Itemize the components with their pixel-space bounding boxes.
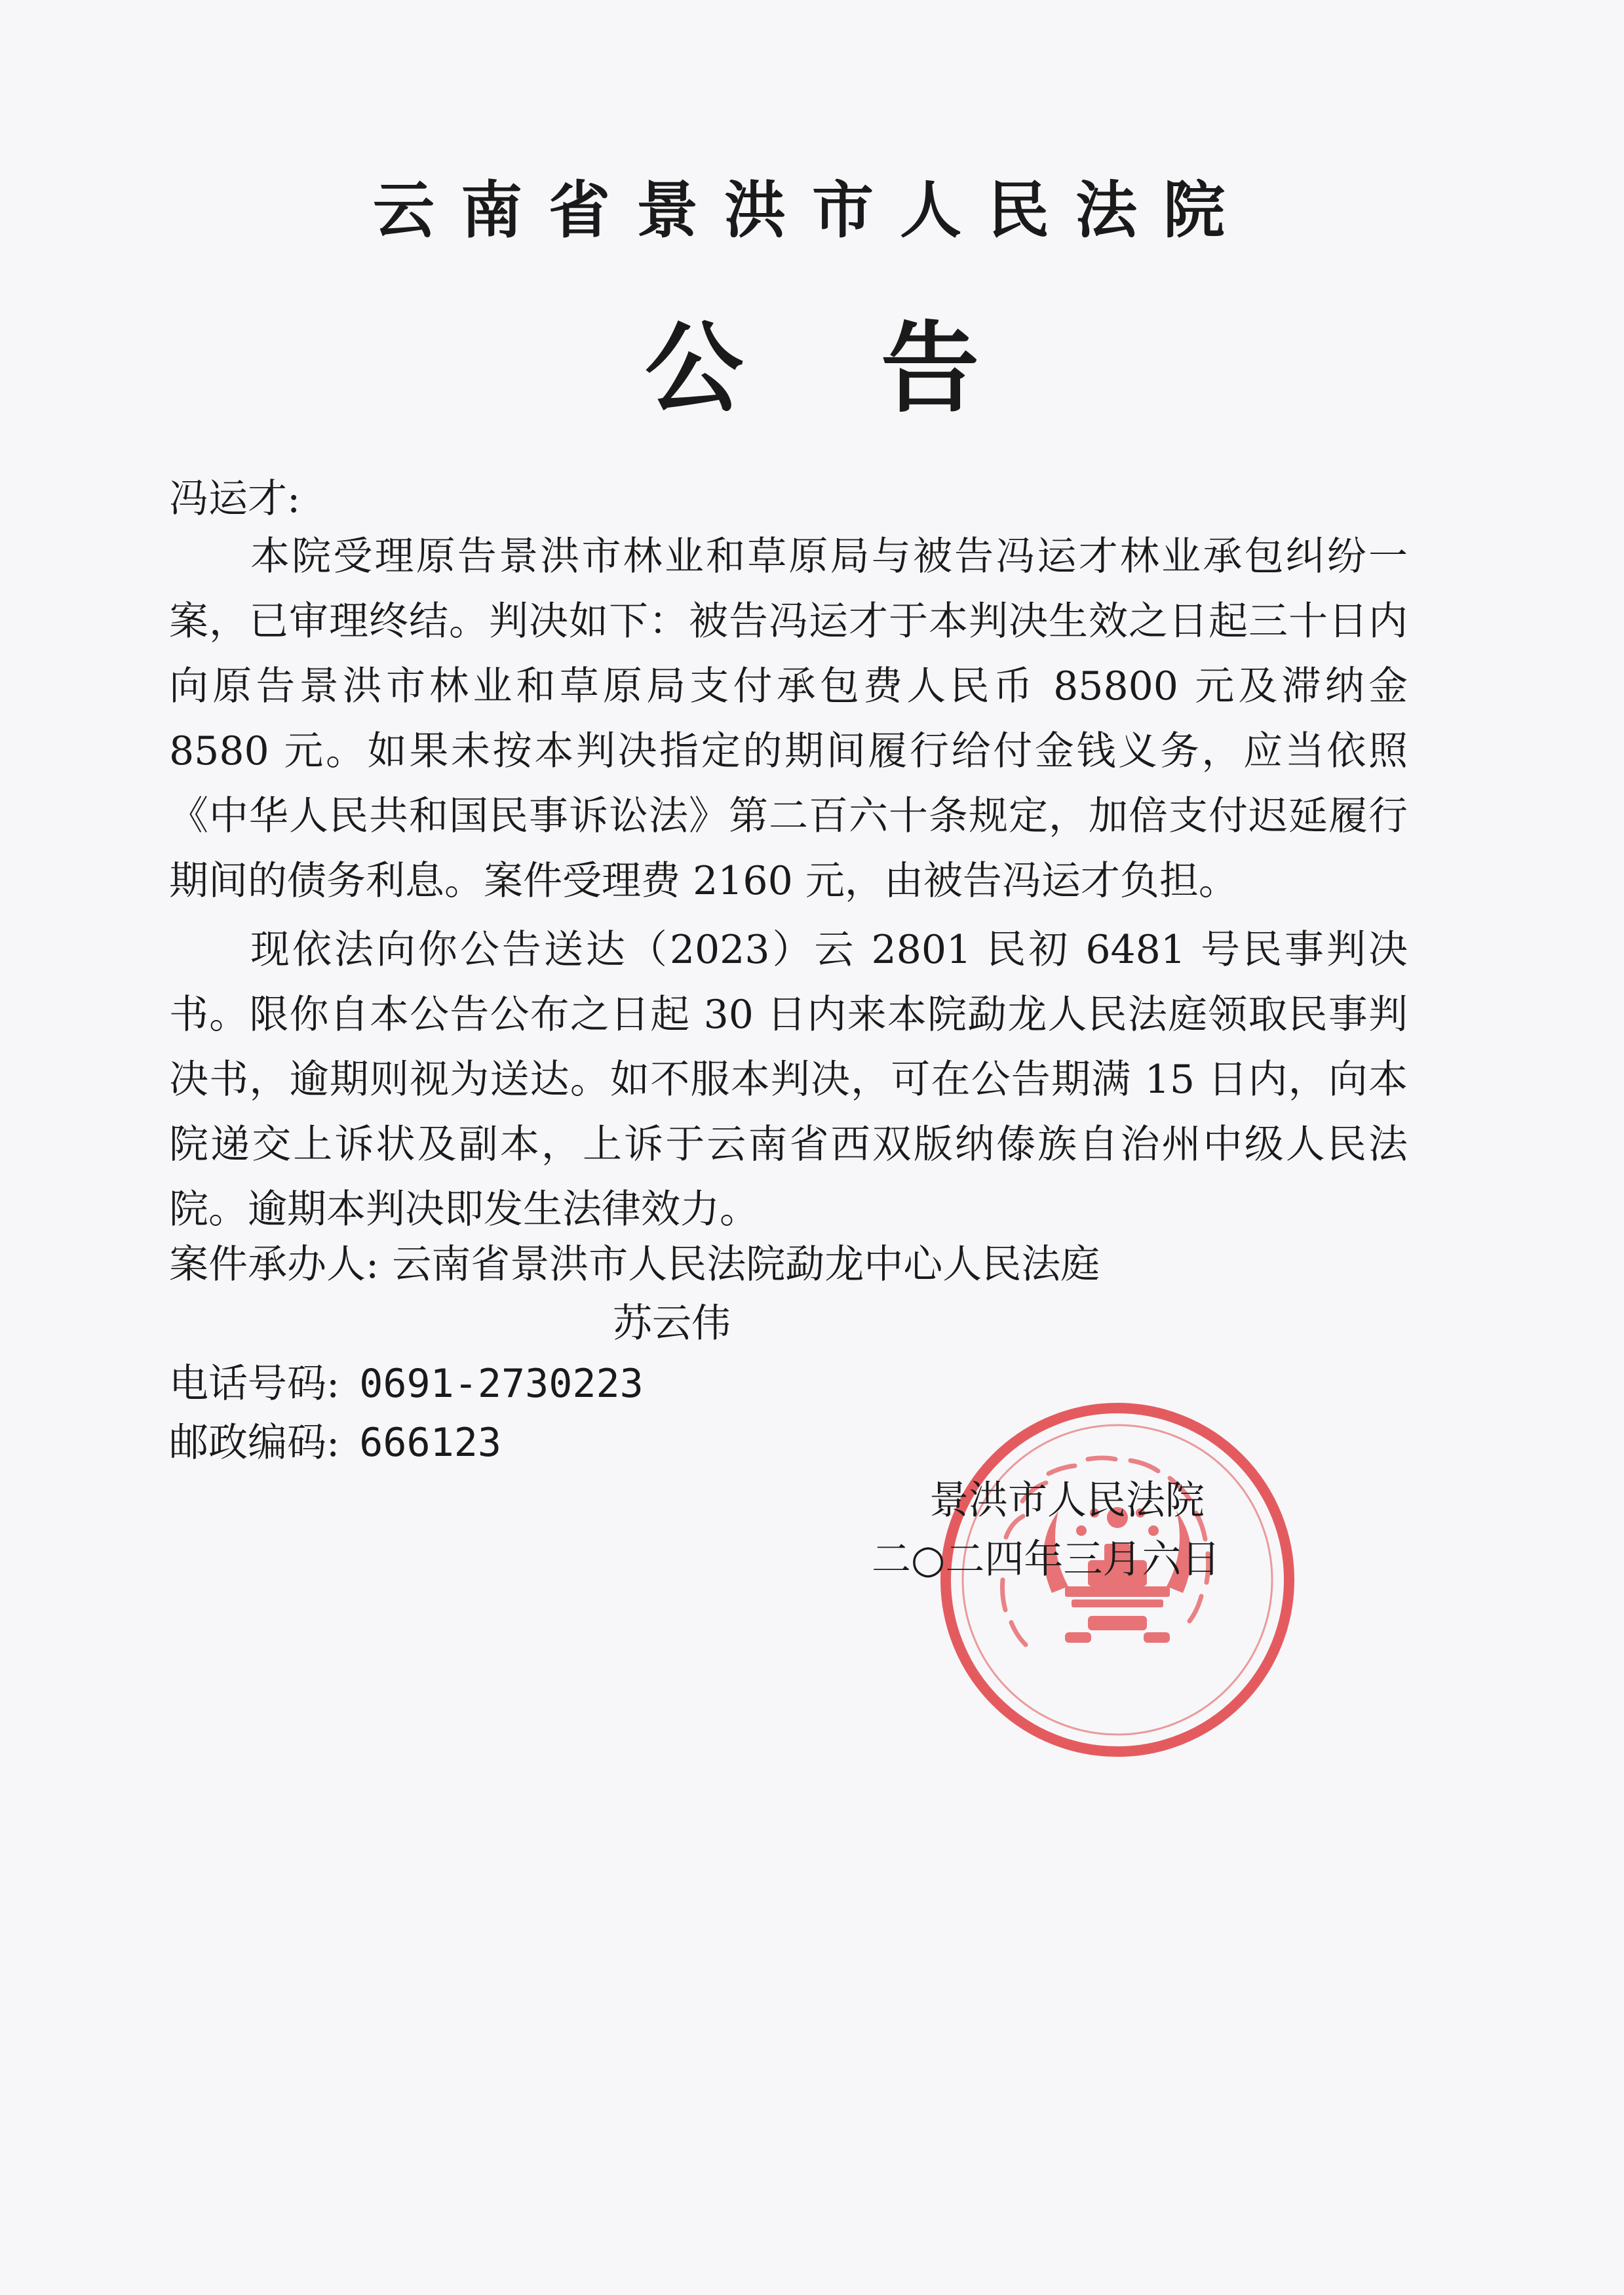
handler-unit: 云南省景洪市人民法院勐龙中心人民法庭 [392, 1242, 1100, 1287]
announcement-title [0, 313, 1624, 425]
postal-code: 666123 [359, 1420, 501, 1466]
postal-label: 邮政编码: [169, 1420, 340, 1466]
judgment-paragraph: 本院受理原告景洪市林业和草原局与被告冯运才林业承包纠纷一案，已审理终结。判决如下：被告冯运才于本判决生效之日起三十日内向原告景洪市林业和草原局支付承包费人民币 85800 元及滞纳金 8580 元。如果未按本判决指定的期间履行给付金钱义务，应当依照《中华人民共和国民事诉讼法》第二百六十条规定，加倍支付迟延履行期间的债务利息。案件受理费 2160 元，由被告冯运才负担。 [169, 534, 1408, 904]
handler-name: 苏云伟 [613, 1301, 731, 1346]
service-notice-paragraph: 现依法向你公告送达（2023）云 2801 民初 6481 号民事判决书。限你自本公告公布之日起 30 日内来本院勐龙人民法庭领取民事判决书，逾期则视为送达。如不服本判决，可在公告期满 15 日内，向本院递交上诉状及副本，上诉于云南省西双版纳傣族自治州中级人民法院。逾期本判决即发生法律效力。 [169, 927, 1408, 1232]
title-char-left: 公 [644, 312, 743, 426]
court-name-heading: 云南省景洪市人民法院 [372, 175, 1251, 246]
postal-code-row [169, 1411, 501, 1476]
case-handler-row [169, 1232, 1100, 1297]
phone-label: 电话号码: [169, 1361, 340, 1407]
addressee: 冯运才: [169, 476, 301, 522]
title-char-right: 告 [881, 312, 980, 426]
phone-number: 0691-2730223 [359, 1361, 644, 1407]
phone-row [169, 1352, 644, 1417]
signature-date: 二○二四年三月六日 [872, 1537, 1221, 1582]
signature-court: 景洪市人民法院 [929, 1478, 1205, 1523]
handler-label: 案件承办人: [169, 1242, 379, 1287]
